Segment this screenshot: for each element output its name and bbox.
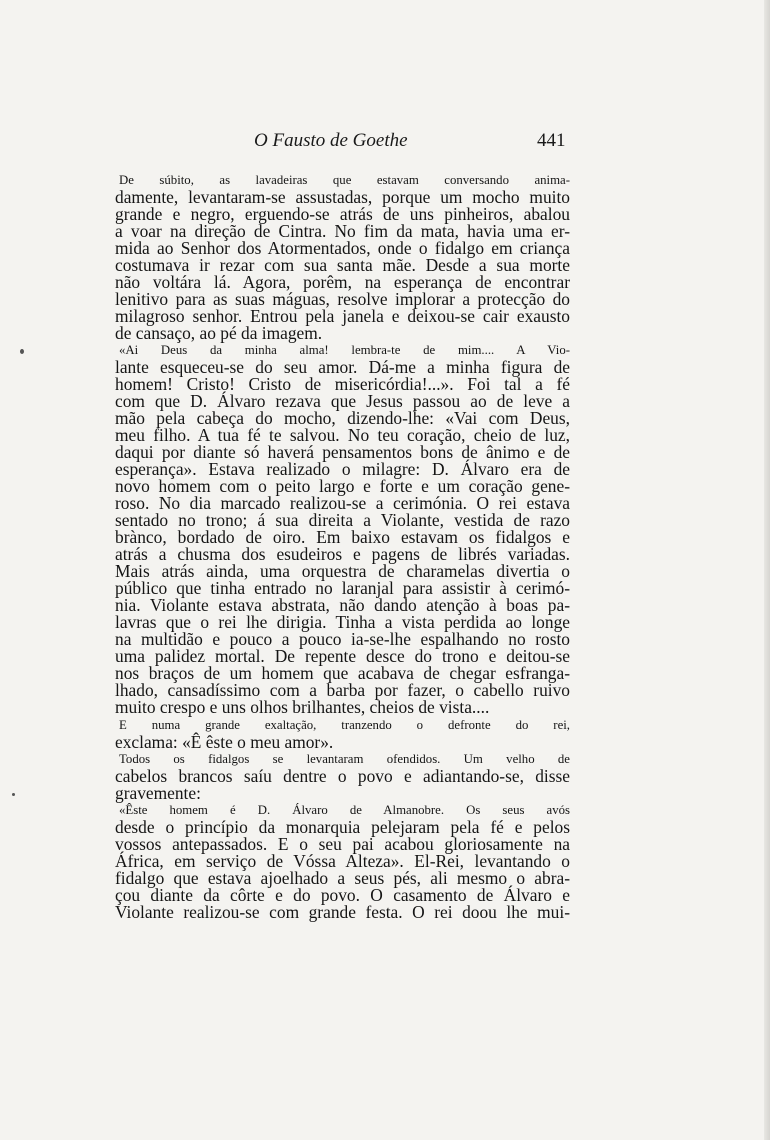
- text-line: De súbito, as lavadeiras que estavam conversando anima-: [119, 173, 570, 187]
- text-line: não voltára lá. Agora, porêm, na esperança de encontrar: [115, 272, 570, 293]
- text-line: lenitivo para as suas máguas, resolve implorar a protecção do: [115, 289, 570, 310]
- text-line: roso. No dia marcado realizou-se a cerimónia. O rei estava: [115, 493, 570, 514]
- text-line: fidalgo que estava ajoelhado a seus pés, ali mesmo o abra-: [115, 867, 570, 888]
- text-line: mão pela cabeça do mocho, dizendo-lhe: «Vai com Deus,: [115, 408, 570, 429]
- text-line: lavras que o rei lhe dirigia. Tinha a vista perdida ao longe: [115, 612, 570, 633]
- body-text: [115, 172, 570, 921]
- text-line: a voar na direção de Cintra. No fim da mata, havia uma er-: [115, 221, 570, 242]
- text-line: Violante realizou-se com grande festa. O rei doou lhe mui-: [115, 901, 570, 922]
- text-line: «Êste homem é D. Álvaro de Almanobre. Os seus avós: [119, 802, 570, 817]
- ink-speck: [20, 349, 24, 354]
- text-line: muito crespo e uns olhos brilhantes, cheios de vista....: [115, 697, 490, 718]
- text-line: daqui por diante só haverá pensamentos bons de ânimo e de: [115, 442, 570, 463]
- ink-speck: [12, 793, 15, 796]
- text-line: mida ao Senhor dos Atormentados, onde o fidalgo em criança: [115, 238, 570, 259]
- text-line: damente, levantaram-se assustadas, porque um mocho muito: [115, 187, 570, 208]
- text-line: Todos os fidalgos se levantaram ofendidos. Um velho de: [119, 751, 570, 766]
- text-line: exclama: «Ê êste o meu amor».: [115, 731, 334, 752]
- text-line: E numa grande exaltação, tranzendo o defronte do rei,: [119, 717, 570, 732]
- text-line: com que D. Álvaro rezava que Jesus passou ao de leve a: [115, 391, 570, 412]
- text-line: sentado no trono; á sua direita a Violante, vestida de razo: [115, 510, 570, 531]
- text-line: homem! Cristo! Cristo de misericórdia!...». Foi tal a fé: [115, 374, 570, 395]
- text-line: gravemente:: [115, 782, 201, 803]
- text-line: nos braços de um homem que acabava de chegar esfranga-: [115, 663, 570, 684]
- text-line: novo homem com o peito largo e forte e um coração gene-: [115, 476, 570, 497]
- page-header: [0, 130, 770, 156]
- text-line: atrás a chusma dos esudeiros e pagens de librés variadas.: [115, 544, 570, 565]
- text-line: África, em serviço de Vóssa Alteza». El-Rei, levantando o: [115, 850, 570, 871]
- text-line: meu filho. A tua fé te salvou. No teu coração, cheio de luz,: [115, 425, 570, 446]
- page-edge: [764, 0, 770, 1140]
- text-line: çou diante da côrte e do povo. O casamento de Álvaro e: [115, 884, 570, 905]
- text-line: costumava ir rezar com sua santa mãe. Desde a sua morte: [115, 255, 570, 276]
- text-line: uma palidez mortal. De repente desce do trono e deitou-se: [115, 646, 570, 667]
- text-line: Mais atrás ainda, uma orquestra de charamelas divertia o: [115, 561, 570, 582]
- text-line: grande e negro, erguendo-se atrás de uns pinheiros, abalou: [115, 204, 570, 225]
- text-line: vossos antepassados. E o seu pai acabou gloriosamente na: [115, 833, 570, 854]
- text-line: de cansaço, ao pé da imagem.: [115, 323, 323, 344]
- page-number: 441: [537, 130, 566, 151]
- text-line: milagroso senhor. Entrou pela janela e deixou-se cair exausto: [115, 306, 570, 327]
- text-line: «Ai Deus da minha alma! lembra-te de mim.... A Vio-: [119, 343, 570, 358]
- text-line: desde o princípio da monarquia pelejaram pela fé e pelos: [115, 816, 570, 837]
- text-line: brànco, bordado de oiro. Em baixo estavam os fidalgos e: [115, 527, 570, 548]
- text-line: público que tinha entrado no laranjal para assistir à cerimó-: [115, 578, 570, 599]
- text-line: na multidão e pouco a pouco ia-se-lhe espalhando no rosto: [115, 629, 570, 650]
- text-line: esperança». Estava realizado o milagre: D. Álvaro era de: [115, 459, 570, 480]
- text-line: nia. Violante estava abstrata, não dando atenção à boas pa-: [115, 595, 570, 616]
- running-title: O Fausto de Goethe: [254, 130, 408, 151]
- text-line: lhado, cansadíssimo com a barba por fazer, o cabello ruivo: [115, 680, 570, 701]
- text-line: lante esqueceu-se do seu amor. Dá-me a minha figura de: [115, 357, 570, 378]
- text-line: cabelos brancos saíu dentre o povo e adiantando-se, disse: [115, 765, 570, 786]
